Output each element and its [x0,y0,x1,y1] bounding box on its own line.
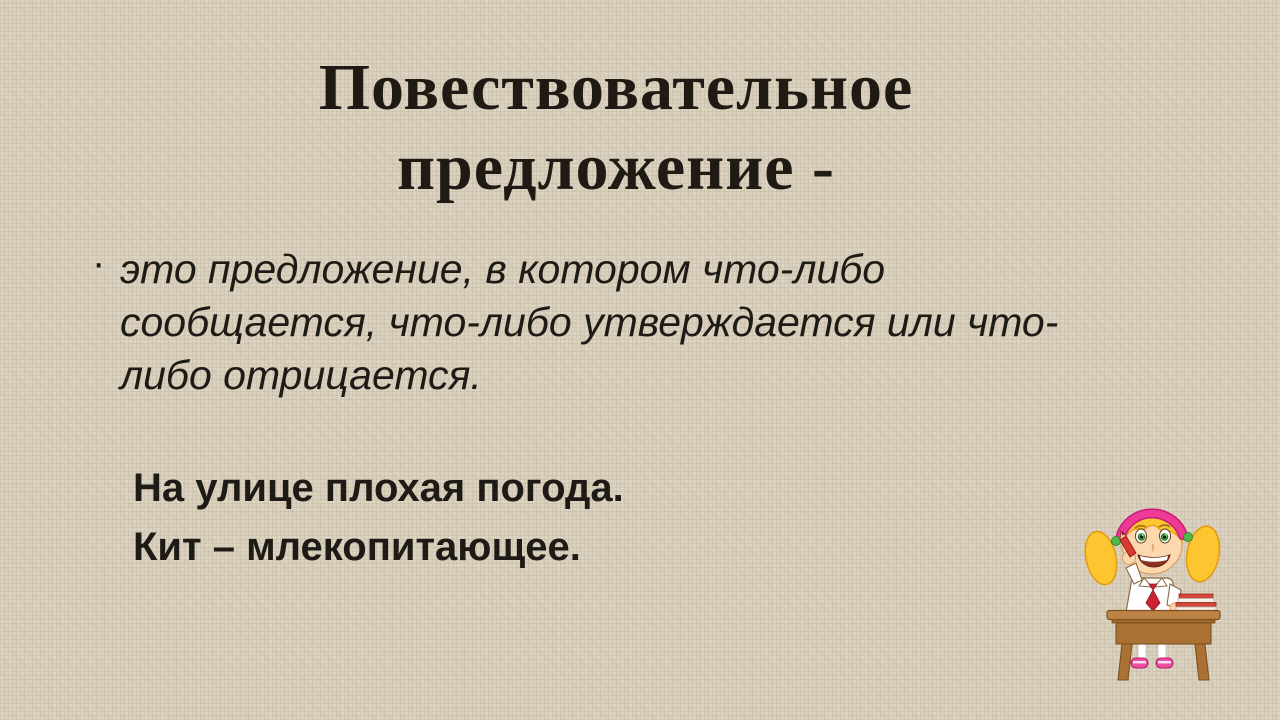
definition-paragraph [92,241,1190,402]
title-line-2: предложение - [396,131,836,204]
example-line-1: На улице плохая погода. [133,466,624,510]
example-line-2: Кит – млекопитающее. [133,525,581,569]
girl-shoes [1131,658,1173,668]
bullet-marker: · [92,241,106,285]
title-line-1: Повествовательное [318,51,914,124]
definition-line-2: сообщается, что-либо утверждается или что- [120,299,1059,345]
schoolgirl-at-desk-clipart [1082,492,1222,688]
slide-title [0,48,1232,208]
definition-line-1: это предложение, в котором что-либо [120,246,886,292]
book-stack [1176,594,1216,611]
hair-tie-left [1112,537,1121,546]
definition-line-3: либо отрицается. [120,352,482,398]
example-sentences [133,459,624,577]
hair-tie-right [1184,533,1193,542]
